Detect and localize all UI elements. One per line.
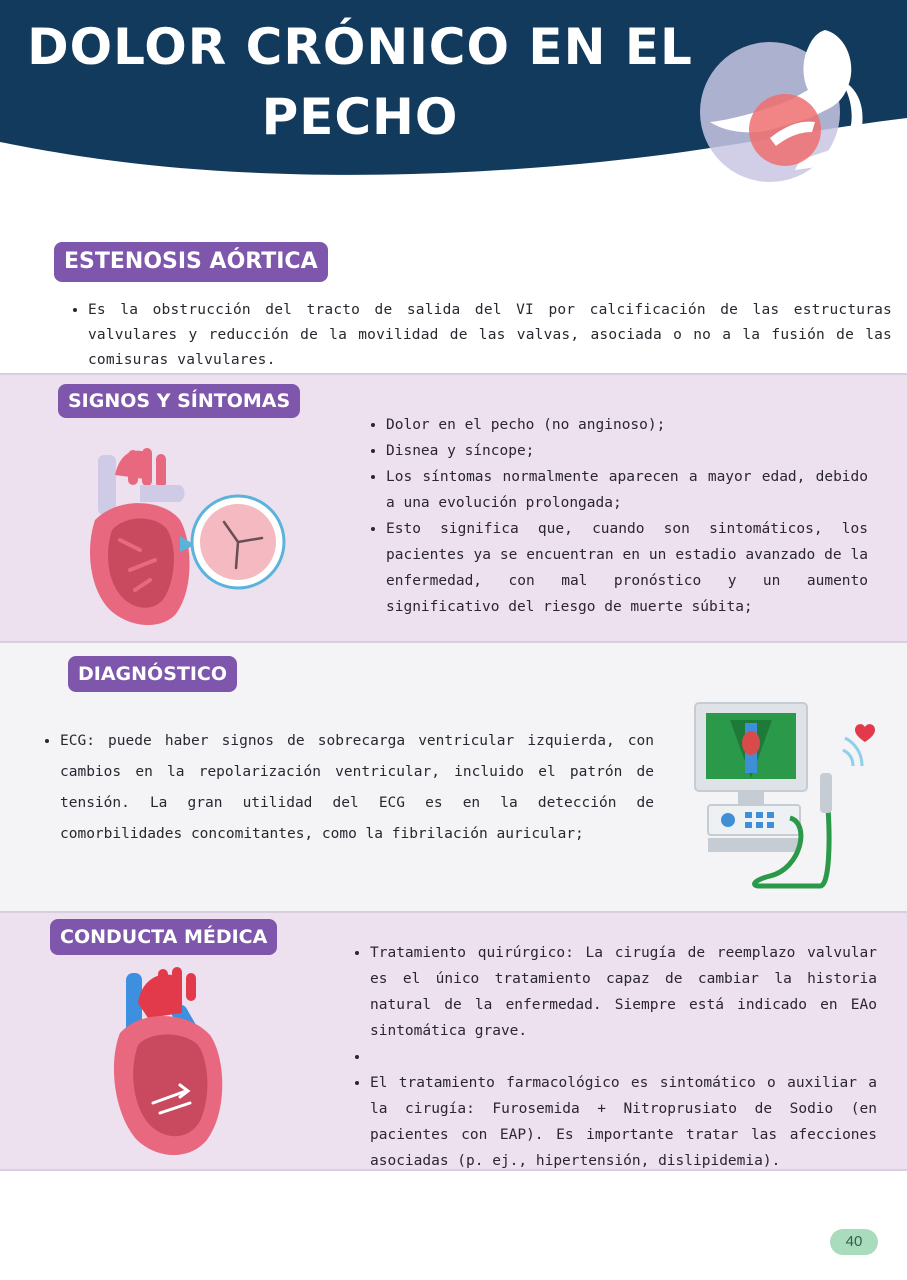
signos-body <box>368 412 868 620</box>
estenosis-list <box>70 298 892 373</box>
list-item: • El tratamiento farmacológico es sintomático o auxiliar a la cirugía: Furosemida + Nitroprusiato de Sodio (en pacientes con EAP). Es importante tratar las afecciones asociadas (p. ej., hipertensión, dislipidemia). <box>370 1070 877 1174</box>
heart-valve-icon <box>80 440 295 640</box>
conducta-list <box>352 940 877 1174</box>
page-title <box>0 12 720 152</box>
page-number: 40 <box>830 1229 878 1255</box>
ultrasound-machine-icon <box>690 698 885 893</box>
title-line-1: DOLOR CRÓNICO EN EL <box>27 18 693 76</box>
list-item <box>370 1044 877 1070</box>
signos-list <box>368 412 868 620</box>
estenosis-body <box>70 298 892 373</box>
list-item: • Tratamiento quirúrgico: La cirugía de reemplazo valvular es el único tratamiento capaz de cambiar la historia natural de la enfermedad. Siempre está indicado en EAo sintomática grave. <box>370 940 877 1044</box>
list-item: • ECG: puede haber signos de sobrecarga ventricular izquierda, con cambios en la repolarización ventricular, incluido el patrón de tensión. La gran utilidad del ECG es en la detección de comorbilidades concomitantes, como la fibrilación auricular; <box>60 726 654 850</box>
list-item: • Es la obstrucción del tracto de salida del VI por calcificación de las estructuras valvulares y reducción de la movilidad de las valvas, asociada o no a la fusión de las comisuras valvulares. <box>88 298 892 373</box>
title-line-2: PECHO <box>261 88 459 146</box>
page-header <box>0 0 907 230</box>
estenosis-heading: ESTENOSIS AÓRTICA <box>54 242 328 282</box>
list-item: • Esto significa que, cuando son sintomáticos, los pacientes ya se encuentran en un estadio avanzado de la enfermedad, con mal pronóstico y un aumento significativo del riesgo de muerte súbita; <box>386 516 868 620</box>
list-item: • Los síntomas normalmente aparecen a mayor edad, debido a una evolución prolongada; <box>386 464 868 516</box>
list-item: • Dolor en el pecho (no anginoso); <box>386 412 868 438</box>
heart-icon <box>108 963 238 1163</box>
conducta-body <box>352 940 877 1174</box>
diagnostico-body <box>42 726 654 850</box>
section-divider <box>0 1169 907 1171</box>
diagnostico-list <box>42 726 654 850</box>
list-item: • Disnea y síncope; <box>386 438 868 464</box>
conducta-heading: CONDUCTA MÉDICA <box>50 919 277 955</box>
diagnostico-heading: DIAGNÓSTICO <box>68 656 237 692</box>
signos-heading: SIGNOS Y SÍNTOMAS <box>58 384 300 418</box>
chest-pain-person-icon <box>690 20 870 200</box>
